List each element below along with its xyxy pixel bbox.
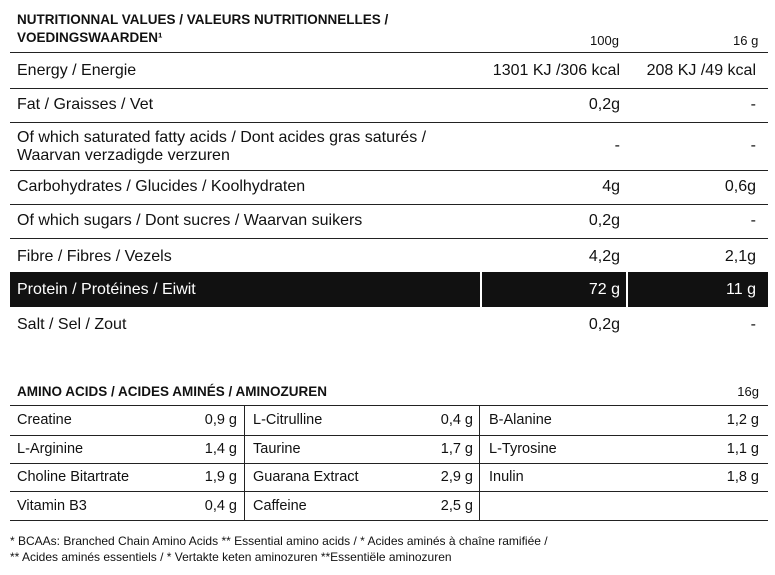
column-separator — [480, 272, 482, 307]
row-label: Protein / Protéines / Eiwit — [17, 281, 196, 298]
row-value-100g: 1301 KJ /306 kcal — [492, 62, 620, 79]
row-label-line1: Of which saturated fatty acids / Dont acides gras saturés / — [17, 129, 427, 146]
amino-title: AMINO ACIDS / ACIDES AMINÉS / AMINOZUREN — [17, 384, 328, 399]
column-divider — [244, 405, 245, 520]
amino-quantity-header: 16g — [737, 384, 759, 399]
divider — [10, 405, 768, 406]
amino-value: 1,8 g — [726, 469, 759, 485]
amino-name: L-Citrulline — [253, 412, 323, 428]
nutrition-title — [17, 11, 487, 47]
nutrition-row-sugars — [10, 205, 768, 238]
nutrition-row-carbohydrates — [10, 171, 768, 204]
nutrition-row-protein — [10, 272, 768, 307]
row-value-16g: - — [750, 212, 756, 229]
nutrition-title-line1: NUTRITIONNAL VALUES / VALEURS NUTRITIONNELLES / — [17, 12, 389, 27]
nutrition-row-fat — [10, 89, 768, 122]
column-header-16g: 16 g — [733, 33, 759, 48]
row-value-100g: - — [614, 137, 620, 154]
row-value-16g: 208 KJ /49 kcal — [646, 62, 756, 79]
row-value-16g: 11 g — [726, 281, 756, 298]
footnote-line2: ** Acides aminés essentiels / * Vertakte keten aminozuren **Essentiële aminozuren — [10, 550, 452, 564]
row-label: Fibre / Fibres / Vezels — [17, 248, 172, 265]
nutrition-title-line2: VOEDINGSWAARDEN¹ — [17, 30, 163, 45]
amino-value: 1,1 g — [726, 441, 759, 457]
row-value-16g: - — [750, 96, 756, 113]
nutrition-row-salt — [10, 308, 768, 342]
amino-name: Inulin — [489, 469, 524, 485]
row-label: Carbohydrates / Glucides / Koolhydraten — [17, 178, 306, 195]
amino-name: Vitamin B3 — [17, 498, 87, 514]
column-separator — [626, 272, 628, 307]
amino-value: 0,4 g — [440, 412, 473, 428]
amino-value: 0,9 g — [204, 412, 237, 428]
row-value-16g: 2,1g — [724, 248, 756, 265]
amino-value: 1,7 g — [440, 441, 473, 457]
divider — [10, 520, 768, 521]
row-value-100g: 0,2g — [588, 212, 620, 229]
amino-name: L-Tyrosine — [489, 441, 557, 457]
amino-name: Guarana Extract — [253, 469, 359, 485]
nutrition-row-fibre — [10, 239, 768, 272]
amino-name: Choline Bitartrate — [17, 469, 130, 485]
amino-value: 1,2 g — [726, 412, 759, 428]
row-label: Salt / Sel / Zout — [17, 316, 127, 333]
divider — [10, 491, 768, 492]
amino-name: Taurine — [253, 441, 301, 457]
amino-name: L-Arginine — [17, 441, 84, 457]
footnote-line1: * BCAAs: Branched Chain Amino Acids ** Essential amino acids / * Acides aminés à chaîne ramifiée / — [10, 534, 548, 548]
amino-value: 1,4 g — [204, 441, 237, 457]
row-value-16g: 0,6g — [724, 178, 756, 195]
row-label — [17, 129, 426, 165]
row-value-100g: 72 g — [588, 281, 620, 298]
divider — [10, 435, 768, 436]
row-value-100g: 0,2g — [588, 96, 620, 113]
amino-name: Creatine — [17, 412, 72, 428]
amino-name: Caffeine — [253, 498, 307, 514]
row-value-100g: 0,2g — [588, 316, 620, 333]
amino-value: 0,4 g — [204, 498, 237, 514]
nutrition-row-saturated — [10, 123, 768, 170]
amino-value: 2,5 g — [440, 498, 473, 514]
row-value-100g: 4,2g — [588, 248, 620, 265]
row-label: Energy / Energie — [17, 62, 137, 79]
row-label: Of which sugars / Dont sucres / Waarvan suikers — [17, 212, 363, 229]
nutrition-row-energy — [10, 53, 768, 88]
row-value-16g: - — [750, 137, 756, 154]
column-header-100g: 100g — [590, 33, 619, 48]
amino-value: 2,9 g — [440, 469, 473, 485]
amino-name: B-Alanine — [489, 412, 552, 428]
column-divider — [479, 405, 480, 520]
row-value-100g: 4g — [602, 178, 620, 195]
amino-value: 1,9 g — [204, 469, 237, 485]
row-label: Fat / Graisses / Vet — [17, 96, 154, 113]
row-label-line2: Waarvan verzadigde verzuren — [17, 147, 230, 164]
row-value-16g: - — [750, 316, 756, 333]
divider — [10, 463, 768, 464]
